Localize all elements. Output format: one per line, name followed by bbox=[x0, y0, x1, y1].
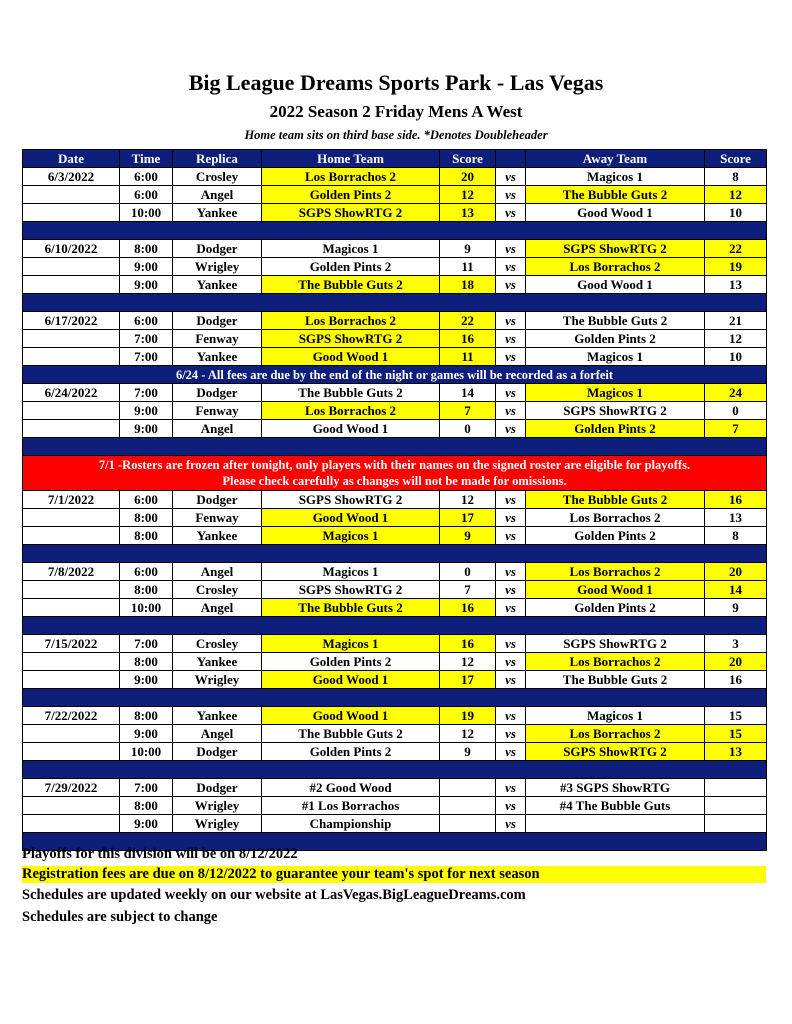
col-date: Date bbox=[23, 150, 120, 168]
page-subtitle: 2022 Season 2 Friday Mens A West bbox=[269, 102, 523, 121]
game-time: 9:00 bbox=[120, 420, 173, 438]
away-score: 15 bbox=[705, 707, 767, 725]
vs-label: vs bbox=[496, 240, 526, 258]
col-replica: Replica bbox=[173, 150, 262, 168]
game-date bbox=[23, 402, 120, 420]
game-time: 8:00 bbox=[120, 581, 173, 599]
away-score: 10 bbox=[705, 348, 767, 366]
home-team: #2 Good Wood bbox=[262, 779, 440, 797]
game-date: 7/22/2022 bbox=[23, 707, 120, 725]
home-team: Good Wood 1 bbox=[262, 671, 440, 689]
schedule-body bbox=[23, 168, 767, 851]
game-field: Fenway bbox=[173, 509, 262, 527]
game-time: 9:00 bbox=[120, 815, 173, 833]
game-field: Yankee bbox=[173, 707, 262, 725]
away-team: Los Borrachos 2 bbox=[526, 509, 705, 527]
game-date bbox=[23, 797, 120, 815]
game-date bbox=[23, 420, 120, 438]
away-score: 16 bbox=[705, 491, 767, 509]
game-date: 6/24/2022 bbox=[23, 384, 120, 402]
away-team: Golden Pints 2 bbox=[526, 330, 705, 348]
game-time: 9:00 bbox=[120, 258, 173, 276]
away-score: 21 bbox=[705, 312, 767, 330]
game-row bbox=[23, 743, 767, 761]
roster-alert-line-2: Please check carefully as changes will not be made for omissions. bbox=[222, 474, 567, 488]
game-time: 8:00 bbox=[120, 527, 173, 545]
game-row bbox=[23, 330, 767, 348]
away-team: #4 The Bubble Guts bbox=[526, 797, 705, 815]
game-time: 7:00 bbox=[120, 348, 173, 366]
game-row bbox=[23, 258, 767, 276]
home-team: Good Wood 1 bbox=[262, 420, 440, 438]
away-score: 3 bbox=[705, 635, 767, 653]
game-time: 8:00 bbox=[120, 240, 173, 258]
home-score: 14 bbox=[440, 384, 496, 402]
game-time: 7:00 bbox=[120, 779, 173, 797]
game-row bbox=[23, 312, 767, 330]
home-score: 12 bbox=[440, 653, 496, 671]
roster-alert-line-1: 7/1 -Rosters are frozen after tonight, only players with their names on the signed roster are eligible for playoffs. bbox=[98, 458, 691, 472]
game-field: Yankee bbox=[173, 653, 262, 671]
home-team: Good Wood 1 bbox=[262, 348, 440, 366]
home-score: 0 bbox=[440, 563, 496, 581]
game-time: 7:00 bbox=[120, 330, 173, 348]
away-team: SGPS ShowRTG 2 bbox=[526, 635, 705, 653]
game-date: 6/10/2022 bbox=[23, 240, 120, 258]
game-field: Wrigley bbox=[173, 671, 262, 689]
game-row bbox=[23, 653, 767, 671]
game-field: Dodger bbox=[173, 779, 262, 797]
game-row bbox=[23, 509, 767, 527]
home-team: #1 Los Borrachos bbox=[262, 797, 440, 815]
header-row bbox=[23, 150, 767, 168]
game-row bbox=[23, 779, 767, 797]
away-team: The Bubble Guts 2 bbox=[526, 671, 705, 689]
game-time: 9:00 bbox=[120, 725, 173, 743]
home-team: Magicos 1 bbox=[262, 240, 440, 258]
col-home-score: Score bbox=[440, 150, 496, 168]
spacer-row bbox=[23, 438, 767, 456]
vs-label: vs bbox=[496, 527, 526, 545]
away-score: 22 bbox=[705, 240, 767, 258]
fee-notice: 6/24 - All fees are due by the end of the night or games will be recorded as a forfeit bbox=[23, 366, 767, 384]
away-team: Magicos 1 bbox=[526, 384, 705, 402]
game-field: Dodger bbox=[173, 743, 262, 761]
game-field: Wrigley bbox=[173, 815, 262, 833]
game-row bbox=[23, 527, 767, 545]
away-score: 8 bbox=[705, 527, 767, 545]
roster-alert bbox=[23, 456, 767, 491]
registration-note: Registration fees are due on 8/12/2022 to guarantee your team's spot for next season bbox=[22, 866, 766, 883]
game-field: Yankee bbox=[173, 204, 262, 222]
col-vs bbox=[496, 150, 526, 168]
spacer-cell bbox=[23, 438, 767, 456]
game-field: Crosley bbox=[173, 635, 262, 653]
game-date bbox=[23, 258, 120, 276]
vs-label: vs bbox=[496, 276, 526, 294]
col-home-team: Home Team bbox=[262, 150, 440, 168]
game-row bbox=[23, 204, 767, 222]
vs-label: vs bbox=[496, 797, 526, 815]
away-score: 12 bbox=[705, 186, 767, 204]
away-team: SGPS ShowRTG 2 bbox=[526, 402, 705, 420]
home-score: 17 bbox=[440, 509, 496, 527]
game-field: Yankee bbox=[173, 276, 262, 294]
away-team: The Bubble Guts 2 bbox=[526, 491, 705, 509]
game-date bbox=[23, 204, 120, 222]
away-score: 0 bbox=[705, 402, 767, 420]
vs-label: vs bbox=[496, 671, 526, 689]
home-score bbox=[440, 797, 496, 815]
home-team: The Bubble Guts 2 bbox=[262, 599, 440, 617]
away-team: The Bubble Guts 2 bbox=[526, 312, 705, 330]
game-time: 8:00 bbox=[120, 653, 173, 671]
game-time: 9:00 bbox=[120, 671, 173, 689]
home-score: 19 bbox=[440, 707, 496, 725]
vs-label: vs bbox=[496, 348, 526, 366]
home-score: 9 bbox=[440, 743, 496, 761]
away-team: Good Wood 1 bbox=[526, 204, 705, 222]
game-row bbox=[23, 707, 767, 725]
away-score: 10 bbox=[705, 204, 767, 222]
game-time: 6:00 bbox=[120, 168, 173, 186]
vs-label: vs bbox=[496, 491, 526, 509]
game-time: 7:00 bbox=[120, 635, 173, 653]
away-score: 13 bbox=[705, 276, 767, 294]
game-field: Yankee bbox=[173, 527, 262, 545]
home-score bbox=[440, 815, 496, 833]
home-team: The Bubble Guts 2 bbox=[262, 384, 440, 402]
away-team: Magicos 1 bbox=[526, 707, 705, 725]
away-score: 9 bbox=[705, 599, 767, 617]
game-time: 6:00 bbox=[120, 563, 173, 581]
vs-label: vs bbox=[496, 330, 526, 348]
game-field: Angel bbox=[173, 420, 262, 438]
game-date bbox=[23, 509, 120, 527]
vs-label: vs bbox=[496, 168, 526, 186]
home-score: 12 bbox=[440, 186, 496, 204]
away-team: SGPS ShowRTG 2 bbox=[526, 240, 705, 258]
away-score: 14 bbox=[705, 581, 767, 599]
spacer-row bbox=[23, 689, 767, 707]
away-score bbox=[705, 779, 767, 797]
home-team: Golden Pints 2 bbox=[262, 186, 440, 204]
game-time: 7:00 bbox=[120, 384, 173, 402]
spacer-cell bbox=[23, 545, 767, 563]
game-date bbox=[23, 671, 120, 689]
vs-label: vs bbox=[496, 779, 526, 797]
game-field: Yankee bbox=[173, 348, 262, 366]
away-team: The Bubble Guts 2 bbox=[526, 186, 705, 204]
game-row bbox=[23, 635, 767, 653]
game-date bbox=[23, 186, 120, 204]
game-field: Angel bbox=[173, 725, 262, 743]
home-score: 0 bbox=[440, 420, 496, 438]
game-row bbox=[23, 797, 767, 815]
game-field: Angel bbox=[173, 186, 262, 204]
spacer-cell bbox=[23, 617, 767, 635]
away-team: Golden Pints 2 bbox=[526, 527, 705, 545]
home-team: Los Borrachos 2 bbox=[262, 402, 440, 420]
home-team: Good Wood 1 bbox=[262, 509, 440, 527]
away-score: 24 bbox=[705, 384, 767, 402]
game-date bbox=[23, 581, 120, 599]
home-score: 11 bbox=[440, 258, 496, 276]
away-score bbox=[705, 815, 767, 833]
away-team bbox=[526, 815, 705, 833]
home-score: 16 bbox=[440, 635, 496, 653]
away-score: 13 bbox=[705, 743, 767, 761]
vs-label: vs bbox=[496, 635, 526, 653]
away-team: Los Borrachos 2 bbox=[526, 653, 705, 671]
home-team: Magicos 1 bbox=[262, 527, 440, 545]
game-field: Dodger bbox=[173, 384, 262, 402]
vs-label: vs bbox=[496, 204, 526, 222]
home-team: Los Borrachos 2 bbox=[262, 168, 440, 186]
home-team: SGPS ShowRTG 2 bbox=[262, 581, 440, 599]
home-score: 22 bbox=[440, 312, 496, 330]
game-field: Angel bbox=[173, 599, 262, 617]
game-date bbox=[23, 653, 120, 671]
game-date: 7/8/2022 bbox=[23, 563, 120, 581]
home-score: 12 bbox=[440, 725, 496, 743]
away-team: Los Borrachos 2 bbox=[526, 725, 705, 743]
game-time: 9:00 bbox=[120, 402, 173, 420]
spacer-cell bbox=[23, 222, 767, 240]
game-field: Fenway bbox=[173, 330, 262, 348]
game-date: 7/29/2022 bbox=[23, 779, 120, 797]
home-score: 16 bbox=[440, 330, 496, 348]
spacer-row bbox=[23, 294, 767, 312]
game-date: 6/17/2022 bbox=[23, 312, 120, 330]
game-field: Dodger bbox=[173, 491, 262, 509]
away-team: Golden Pints 2 bbox=[526, 599, 705, 617]
home-team: Good Wood 1 bbox=[262, 707, 440, 725]
home-score: 7 bbox=[440, 402, 496, 420]
game-field: Angel bbox=[173, 563, 262, 581]
vs-label: vs bbox=[496, 599, 526, 617]
game-date bbox=[23, 276, 120, 294]
page-title: Big League Dreams Sports Park - Las Vegas bbox=[188, 70, 604, 95]
home-score: 11 bbox=[440, 348, 496, 366]
game-row bbox=[23, 402, 767, 420]
home-team: Golden Pints 2 bbox=[262, 653, 440, 671]
spacer-cell bbox=[23, 294, 767, 312]
home-score: 12 bbox=[440, 491, 496, 509]
roster-alert-row bbox=[23, 456, 767, 491]
game-time: 8:00 bbox=[120, 707, 173, 725]
game-time: 8:00 bbox=[120, 509, 173, 527]
fee-notice-row bbox=[23, 366, 767, 384]
away-score: 12 bbox=[705, 330, 767, 348]
home-score: 17 bbox=[440, 671, 496, 689]
vs-label: vs bbox=[496, 743, 526, 761]
home-team: The Bubble Guts 2 bbox=[262, 276, 440, 294]
vs-label: vs bbox=[496, 186, 526, 204]
game-row bbox=[23, 168, 767, 186]
home-team: SGPS ShowRTG 2 bbox=[262, 204, 440, 222]
home-score: 9 bbox=[440, 240, 496, 258]
away-team: Magicos 1 bbox=[526, 348, 705, 366]
page-note: Home team sits on third base side. *Denotes Doubleheader bbox=[244, 128, 548, 142]
game-row bbox=[23, 186, 767, 204]
game-field: Wrigley bbox=[173, 258, 262, 276]
spacer-cell bbox=[23, 761, 767, 779]
home-team: Golden Pints 2 bbox=[262, 743, 440, 761]
game-row bbox=[23, 581, 767, 599]
vs-label: vs bbox=[496, 725, 526, 743]
vs-label: vs bbox=[496, 509, 526, 527]
vs-label: vs bbox=[496, 420, 526, 438]
vs-label: vs bbox=[496, 707, 526, 725]
vs-label: vs bbox=[496, 815, 526, 833]
home-team: The Bubble Guts 2 bbox=[262, 725, 440, 743]
away-score bbox=[705, 797, 767, 815]
spacer-row bbox=[23, 617, 767, 635]
schedule-table bbox=[22, 149, 767, 851]
spacer-row bbox=[23, 545, 767, 563]
game-date bbox=[23, 330, 120, 348]
spacer-row bbox=[23, 222, 767, 240]
home-score: 18 bbox=[440, 276, 496, 294]
website-note: Schedules are updated weekly on our website at LasVegas.BigLeagueDreams.com bbox=[22, 887, 526, 903]
game-date: 7/15/2022 bbox=[23, 635, 120, 653]
away-team: Golden Pints 2 bbox=[526, 420, 705, 438]
game-row bbox=[23, 276, 767, 294]
game-row bbox=[23, 671, 767, 689]
home-score: 7 bbox=[440, 581, 496, 599]
vs-label: vs bbox=[496, 402, 526, 420]
col-away-score: Score bbox=[705, 150, 767, 168]
game-field: Crosley bbox=[173, 581, 262, 599]
away-team: Los Borrachos 2 bbox=[526, 258, 705, 276]
game-row bbox=[23, 491, 767, 509]
home-score: 16 bbox=[440, 599, 496, 617]
game-time: 10:00 bbox=[120, 743, 173, 761]
vs-label: vs bbox=[496, 581, 526, 599]
home-score: 9 bbox=[440, 527, 496, 545]
away-score: 7 bbox=[705, 420, 767, 438]
game-field: Wrigley bbox=[173, 797, 262, 815]
game-date bbox=[23, 527, 120, 545]
col-time: Time bbox=[120, 150, 173, 168]
game-time: 6:00 bbox=[120, 491, 173, 509]
away-score: 19 bbox=[705, 258, 767, 276]
game-date bbox=[23, 348, 120, 366]
vs-label: vs bbox=[496, 563, 526, 581]
game-date bbox=[23, 743, 120, 761]
away-score: 20 bbox=[705, 653, 767, 671]
away-team: #3 SGPS ShowRTG bbox=[526, 779, 705, 797]
away-team: Magicos 1 bbox=[526, 168, 705, 186]
game-date: 7/1/2022 bbox=[23, 491, 120, 509]
away-team: Los Borrachos 2 bbox=[526, 563, 705, 581]
game-time: 10:00 bbox=[120, 204, 173, 222]
spacer-cell bbox=[23, 689, 767, 707]
home-team: Magicos 1 bbox=[262, 563, 440, 581]
away-score: 8 bbox=[705, 168, 767, 186]
away-score: 20 bbox=[705, 563, 767, 581]
game-field: Dodger bbox=[173, 240, 262, 258]
game-row bbox=[23, 384, 767, 402]
home-team: SGPS ShowRTG 2 bbox=[262, 330, 440, 348]
home-team: Los Borrachos 2 bbox=[262, 312, 440, 330]
home-team: Magicos 1 bbox=[262, 635, 440, 653]
game-date bbox=[23, 725, 120, 743]
vs-label: vs bbox=[496, 312, 526, 330]
playoffs-note: Playoffs for this division will be on 8/12/2022 bbox=[22, 846, 298, 862]
game-row bbox=[23, 815, 767, 833]
game-date: 6/3/2022 bbox=[23, 168, 120, 186]
game-row bbox=[23, 420, 767, 438]
home-team: Championship bbox=[262, 815, 440, 833]
away-score: 15 bbox=[705, 725, 767, 743]
game-time: 8:00 bbox=[120, 797, 173, 815]
game-date bbox=[23, 599, 120, 617]
away-score: 16 bbox=[705, 671, 767, 689]
game-row bbox=[23, 348, 767, 366]
away-team: Good Wood 1 bbox=[526, 581, 705, 599]
game-field: Dodger bbox=[173, 312, 262, 330]
game-row bbox=[23, 240, 767, 258]
home-team: Golden Pints 2 bbox=[262, 258, 440, 276]
game-time: 6:00 bbox=[120, 186, 173, 204]
home-score bbox=[440, 779, 496, 797]
home-score: 20 bbox=[440, 168, 496, 186]
vs-label: vs bbox=[496, 653, 526, 671]
game-row bbox=[23, 725, 767, 743]
game-date bbox=[23, 815, 120, 833]
vs-label: vs bbox=[496, 258, 526, 276]
game-field: Crosley bbox=[173, 168, 262, 186]
game-row bbox=[23, 563, 767, 581]
game-time: 9:00 bbox=[120, 276, 173, 294]
home-score: 13 bbox=[440, 204, 496, 222]
vs-label: vs bbox=[496, 384, 526, 402]
game-time: 6:00 bbox=[120, 312, 173, 330]
game-row bbox=[23, 599, 767, 617]
game-field: Fenway bbox=[173, 402, 262, 420]
col-away-team: Away Team bbox=[526, 150, 705, 168]
game-time: 10:00 bbox=[120, 599, 173, 617]
home-team: SGPS ShowRTG 2 bbox=[262, 491, 440, 509]
spacer-row bbox=[23, 761, 767, 779]
away-team: SGPS ShowRTG 2 bbox=[526, 743, 705, 761]
away-team: Good Wood 1 bbox=[526, 276, 705, 294]
change-note: Schedules are subject to change bbox=[22, 909, 218, 925]
away-score: 13 bbox=[705, 509, 767, 527]
